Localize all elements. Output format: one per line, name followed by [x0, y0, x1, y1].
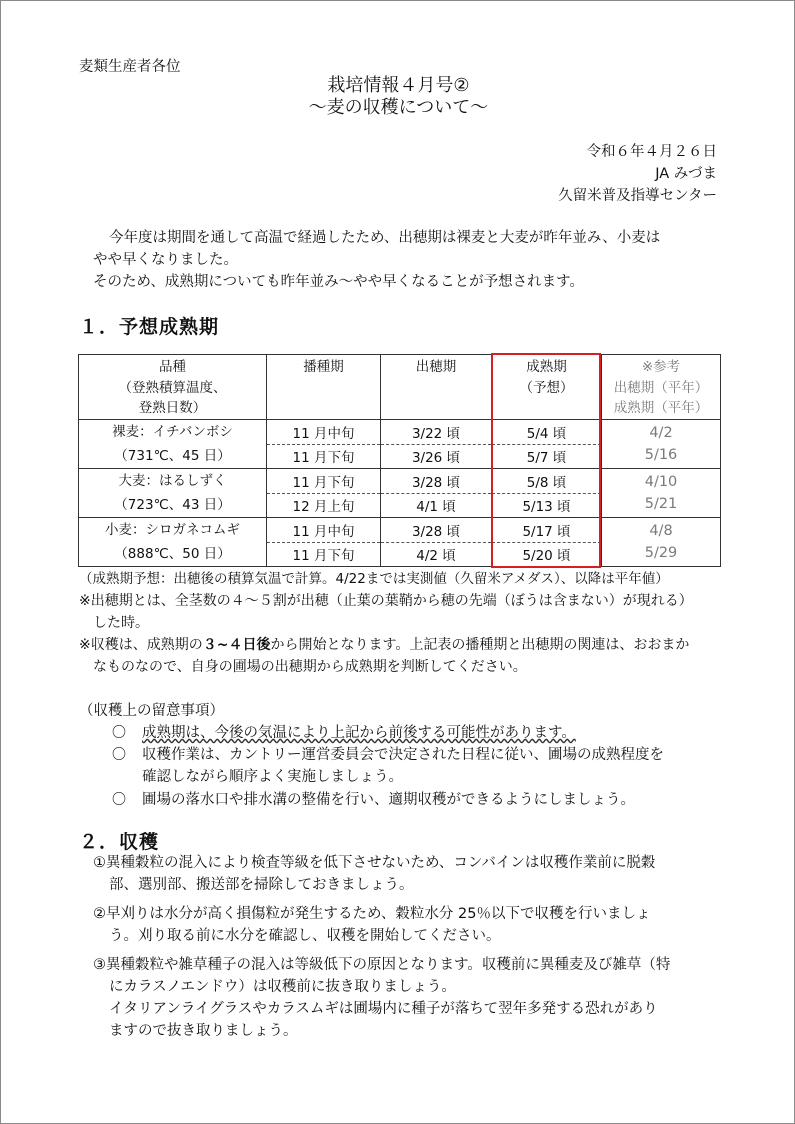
- sowing-cell: 12 月上旬: [267, 493, 381, 518]
- note-harvest-timing-1: ※収穫は、成熟期の３~４日後から開始となります。上記表の播種期と出穂期の関連は、おおまか: [79, 637, 690, 653]
- harvest-point-3c: イタリアンライグラスやカラスムギは圃場内に種子が落ちて翌年多発する恐れがあり: [109, 1001, 658, 1017]
- intro-line-1: 今年度は期間を通して高温で経過したため、出穂期は裸麦と大麦が昨年並み、小麦は: [109, 230, 661, 246]
- table-row: [79, 469, 721, 494]
- heading-cell: 3/26 頃: [381, 444, 492, 469]
- harvest-point-3d: ますので抜き取りましょう。: [109, 1023, 298, 1039]
- issue-date: 令和６年４月２６日: [586, 144, 717, 160]
- harvest-point-3b: にカラスノエンドウ）は収穫前に抜き取りましょう。: [109, 979, 456, 995]
- bullet-circle-icon: 〇: [112, 747, 126, 763]
- caution-item-3: 圃場の落水口や排水溝の整備を行い、適期収穫ができるようにしましょう。: [142, 792, 635, 808]
- maturity-cell: 5/8 頃: [492, 469, 602, 494]
- header-maturity: 成熟期 （予想）: [492, 355, 602, 420]
- note-heading-definition-1: ※出穂期とは、全茎数の４～５割が出穂（止葉の葉鞘から穂の先端（ぼうは含まない）が現れる）: [79, 593, 693, 609]
- title-line-2: ～麦の収穫について～: [308, 97, 489, 118]
- reference-cell: 4/2 5/16: [602, 420, 721, 469]
- table-header-row: [79, 355, 721, 420]
- harvest-point-3a: ③異種穀粒や雑草種子の混入は等級低下の原因となります。収穫前に異種麦及び雑草（特: [93, 957, 671, 973]
- variety-cell: 小麦：シロガネコムギ （888℃、50 日）: [79, 518, 267, 567]
- caution-item-2a: 収穫作業は、カントリー運営委員会で決定された日程に従い、圃場の成熟程度を: [142, 747, 664, 763]
- table-row: [79, 518, 721, 543]
- bullet-circle-icon: 〇: [112, 725, 126, 741]
- organization-center: 久留米普及指導センター: [558, 188, 717, 204]
- cautions-heading: （収穫上の留意事項）: [79, 703, 224, 719]
- maturity-cell: 5/17 頃: [492, 518, 602, 543]
- variety-cell: 大麦：はるしずく （723℃、43 日）: [79, 469, 267, 518]
- section-1-heading: １．予想成熟期: [79, 316, 220, 338]
- caution-item-2b: 確認しながら順序よく実施しましょう。: [142, 769, 403, 785]
- title-line-1: 栽培情報４月号②: [327, 75, 470, 96]
- heading-cell: 4/1 頃: [381, 493, 492, 518]
- sowing-cell: 11 月中旬: [267, 420, 381, 445]
- sowing-cell: 11 月下旬: [267, 444, 381, 469]
- organization-ja: JA みづま: [655, 166, 717, 182]
- header-variety: 品種 （登熟積算温度、 登熟日数）: [79, 355, 267, 420]
- note-harvest-timing-2: なものなので、自身の圃場の出穂期から成熟期を判断してください。: [93, 659, 527, 675]
- reference-cell: 4/8 5/29: [602, 518, 721, 567]
- harvest-point-1a: ①異種穀粒の混入により検査等級を低下させないため、コンバインは収穫作業前に脱穀: [93, 855, 656, 871]
- maturity-cell: 5/13 頃: [492, 493, 602, 518]
- note-calculation: （成熟期予想：出穂後の積算気温で計算。4/22までは実測値（久留米アメダス）、以降は平年値）: [79, 571, 669, 587]
- header-reference: ※参考 出穂期（平年） 成熟期（平年）: [602, 355, 721, 420]
- intro-line-3: そのため、成熟期についても昨年並み～やや早くなることが予想されます。: [93, 274, 584, 290]
- maturity-cell: 5/4 頃: [492, 420, 602, 445]
- table-row: [79, 420, 721, 445]
- heading-cell: 3/22 頃: [381, 420, 492, 445]
- caution-item-1: 成熟期は、今後の気温により上記から前後する可能性があります。: [142, 725, 576, 741]
- section-2-heading: ２．収穫: [79, 831, 160, 853]
- addressee: 麦類生産者各位: [79, 59, 181, 75]
- sowing-cell: 11 月下旬: [267, 469, 381, 494]
- maturity-forecast-table: [78, 354, 721, 567]
- reference-cell: 4/10 5/21: [602, 469, 721, 518]
- sowing-cell: 11 月下旬: [267, 542, 381, 567]
- heading-cell: 4/2 頃: [381, 542, 492, 567]
- intro-line-2: やや早くなりました。: [93, 252, 238, 268]
- header-sowing: 播種期: [267, 355, 381, 420]
- heading-cell: 3/28 頃: [381, 469, 492, 494]
- harvest-point-1b: 部、選別部、搬送部を掃除しておきましょう。: [109, 877, 414, 893]
- heading-cell: 3/28 頃: [381, 518, 492, 543]
- sowing-cell: 11 月中旬: [267, 518, 381, 543]
- header-heading-date: 出穂期: [381, 355, 492, 420]
- harvest-point-2b: う。刈り取る前に水分を確認し、収穫を開始してください。: [109, 928, 501, 944]
- bullet-circle-icon: 〇: [112, 792, 126, 808]
- harvest-point-2a: ②早刈りは水分が高く損傷粒が発生するため、穀粒水分 25％以下で収穫を行いましょ: [93, 906, 651, 922]
- maturity-cell: 5/20 頃: [492, 542, 602, 567]
- note-heading-definition-2: した時。: [93, 615, 149, 631]
- maturity-cell: 5/7 頃: [492, 444, 602, 469]
- variety-cell: 裸麦：イチバンボシ （731℃、45 日）: [79, 420, 267, 469]
